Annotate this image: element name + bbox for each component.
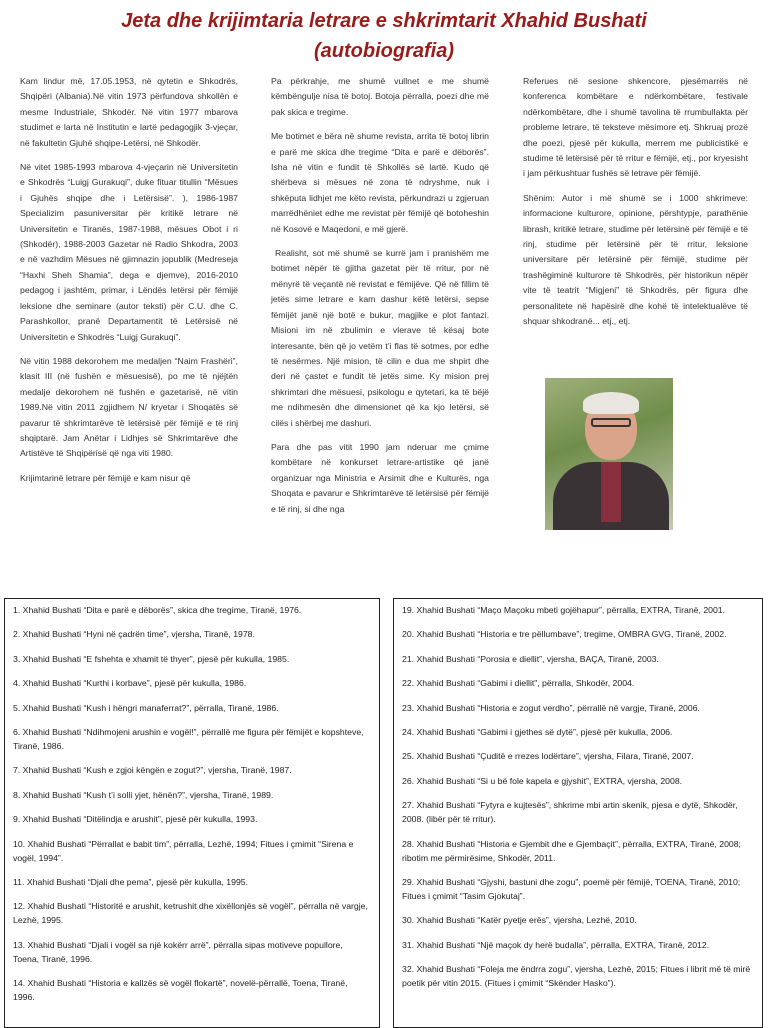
author-glasses <box>591 418 631 427</box>
list-item: 29. Xhahid Bushati “Gjyshi, bastuni dhe zogu”, poemë për fëmijë, TOENA, Tiranë, 2010; Fitues i çmimit “Tasim Gjokutaj”. <box>402 876 741 901</box>
bio-paragraph: Pa përkrahje, me shumë vullnet e me shumë këmbëngulje nisa të botoj. Botoja përralla, poezi dhe më pak skica e tregime. <box>271 76 489 117</box>
list-item: 7. Xhahid Bushati “Kush e zgjoi këngën e zogut?”, vjersha, Tiranë, 1987. <box>13 765 292 776</box>
list-item: 10. Xhahid Bushati “Përrallat e babit tim”, përralla, Lezhë, 1994; Fitues i çmimit “Sirena e vogël, 1994”. <box>13 838 354 863</box>
works-list-right <box>393 598 763 1028</box>
list-item: 8. Xhahid Bushati “Kush t’i solli yjet, hënën?”, vjersha, Tiranë, 1989. <box>13 789 274 800</box>
bio-paragraph: Në vitet 1985-1993 mbarova 4-vjeçarin në Universitetin e Shkodrës “Luigj Gurakuqi”, duke fituar titullin “Mësues i Gjuhës shqipe dhe i Letërsisë”. ), 1986-1987 Specializim pasuniversitar për kritikë letrare në Universitetin e Tiranës, 1987-1988, mësues Obot i ri (Shkodër), 1988-2003 Gazetar në Radio Shkodra, 2003 e në vazhdim Mësues në gjimnazin jopublik (Medreseja “Haxhi Sheh Shamia”, dega e djemve), 2016-2010 pedagog i jashtëm, primar, i Lëndës letërsi për fëmijë leksione dhe seminare (autor teksti) për C.U. dhe C. Parashkollor, pranë Departamentit të Letërsisë në Universitetin e Shkodrës “Luigj Gurakuqi”. <box>20 162 238 342</box>
list-item: 2. Xhahid Bushati “Hyni në çadrën time”, vjersha, Tiranë, 1978. <box>13 629 255 640</box>
list-item: 9. Xhahid Bushati “Ditëlindja e arushit”, pjesë për kukulla, 1993. <box>13 814 258 825</box>
bio-column-3 <box>523 74 748 339</box>
list-item: 20. Xhahid Bushati “Historia e tre pëllumbave”, tregime, OMBRA GVG, Tiranë, 2002. <box>402 629 727 640</box>
list-item: 12. Xhahid Bushati “Historitë e arushit, ketrushit dhe xixëllonjës së vogël”, përralla në vargje, Lezhë, 1995. <box>13 901 368 926</box>
works-list-left <box>4 598 380 1028</box>
bio-paragraph: Krijimtarinë letrare për fëmijë e kam nisur që <box>20 472 191 483</box>
list-item: 28. Xhahid Bushati “Historia e Gjembit dhe e Gjembaçit”, përralla, EXTRA, Tiranë, 2008; ribotim me përmirësime, Shkodër, 2011. <box>402 838 741 863</box>
list-item: 24. Xhahid Bushati “Gabimi i gjethes së dytë”, pjesë për kukulla, 2006. <box>402 726 673 737</box>
author-photo <box>545 378 673 530</box>
list-item: 23. Xhahid Bushati “Historia e zogut verdho”, përrallë në vargje, Tiranë, 2006. <box>402 702 700 713</box>
page-title: Jeta dhe krijimtaria letrare e shkrimtarit Xhahid Bushati <box>121 10 647 32</box>
bio-paragraph: Në vitin 1988 dekorohem me medaljen “Naim Frashëri”, klasit III (në fushën e mësuesisë), po me të njëjtën medalje dekorohem në fushën e gazetarisë, në vitin 1989.Në vitin 2011 zgjidhem N/ kryetar i Shoqatës së pavarur të shkrimtarëve të letërsisë për fëmijë e të rinj shqiptarë. Jam Anëtar i Lidhjes së Shkrimtarëve dhe Artistëve të Shqipërisë që nga viti 1980. <box>20 355 238 459</box>
list-item: 4. Xhahid Bushati “Kurthi i korbave”, pjesë për kukulla, 1986. <box>13 678 247 689</box>
list-item: 14. Xhahid Bushati “Historia e kallzës së vogël flokartë”, novelë-përrallë, Toena, Tiranë, 1996. <box>13 978 348 1003</box>
list-item: 6. Xhahid Bushati “Ndihmojeni arushin e vogël!”, përrallë me figura për fëmijët e kopshteve, Tiranë, 1986. <box>13 726 364 751</box>
list-item: 3. Xhahid Bushati “E fshehta e xhamit të thyer”, pjesë për kukulla, 1985. <box>13 653 290 664</box>
list-item: 32. Xhahid Bushati “Foleja me ëndrra zogu”, vjersha, Lezhë, 2015; Fitues i librit më të mirë poetik për vitin 2015. (Fitues i çmimit “Skënder Hasko”). <box>402 964 751 989</box>
list-item: 22. Xhahid Bushati “Gabimi i diellit”, përralla, Shkodër, 2004. <box>402 678 635 689</box>
list-item: 21. Xhahid Bushati “Porosia e diellit”, vjersha, BAÇA, Tiranë, 2003. <box>402 653 659 664</box>
bio-paragraph: Referues në sesione shkencore, pjesëmarrës në konferenca kombëtare e ndërkombëtare, festivale ndërkombëtare, dhe i shumë tavolina të rrumbullakta për probleme letrare, të teksteve mësimore etj. Shkruaj prozë dhe poezi, pjesë për kukulla, merrem me publicistikë e studime të letërsisë për të rritur e fëmijë, etj., por kryesisht i jam përkushtuar fushës së letrave për fëmijë. <box>523 76 748 179</box>
author-hair <box>583 392 639 414</box>
list-item: 31. Xhahid Bushati “Një maçok dy herë budalla”, përralla, EXTRA, Tiranë, 2012. <box>402 939 710 950</box>
bio-note: Shënim: Autor i më shumë se i 1000 shkrimeve: informacione kulturore, opinione, përshtypje, parathënie librash, kritikë letrare, studime për letërsinë për fëmijë e të rinj, studime për letërsinë për të rritur, leksione universitare për letërsinë për fëmijë, studime për trashëgiminë kulturore të Shkodrës, për historikun nëpër vite të teatrit “Migjeni” të Shkodrës, për figura dhe personalitete në hapësirë dhe kohë të intelektualëve të shquar shkodranë... etj., etj. <box>523 192 748 327</box>
bio-paragraph: Para dhe pas vitit 1990 jam nderuar me çmime kombëtare në konkurset letrare-artistike që janë organizuar nga Ministria e Arsimit dhe e Kulturës, nga Shoqata e pavarur e Shkrimtarëve të letërsisë për fëmijë e të rinj, si dhe nga <box>271 441 489 514</box>
list-item: 27. Xhahid Bushati “Fytyra e kujtesës”, shkrime mbi artin skenik, pjesa e dytë, Shkodër, 2008. (libër për të rritur). <box>402 800 738 825</box>
page-subtitle: (autobiografia) <box>314 40 454 62</box>
list-item: 25. Xhahid Bushati “Çuditë e rrezes lodërtare”, vjersha, Filara, Tiranë, 2007. <box>402 751 694 762</box>
list-item: 19. Xhahid Bushati “Maço Maçoku mbeti gojëhapur”, përralla, EXTRA, Tiranë, 2001. <box>402 605 726 615</box>
list-item: 11. Xhahid Bushati “Djali dhe pema”, pjesë për kukulla, 1995. <box>13 876 249 887</box>
bio-paragraph: Realisht, sot më shumë se kurrë jam i pranishëm me botimet nëpër të gjitha gazetat për të rritur, por në mënyrë të veçantë në revistat e fëmijëve. Që në fillim të jetës sime letrare e kam dashur këtë letërsi, sepse fëmijët janë një botë e bukur, magjike e plot fantazi. Misioni im në zbulimin e vlerave të kësaj bote interesante, bën që jo vetëm t’i flas të sotmes, por edhe të nesërmes. Një mision, të cilin e dua me shpirt dhe deri në çastet e fundit të jetës sime. Ky mision prej shkrimtari dhe mësuesi, psikologu e qytetari, ka të bëjë me ndihmesën dhe dimensionet që ka kjo letërsi, së cilës i shërbej me dashuri. <box>271 248 489 428</box>
bio-paragraph: Me botimet e bëra në shume revista, arrita të botoj librin e parë me skica dhe tregime “Dita e parë e dëborës”. Isha në vitin e fundit të Shkollës së lartë. Kudo që shërbeva si mësues në zona të ndryshme, nuk i shkëputa lidhjet me këto revista, përkundrazi u zgjeruan marrëdhëniet edhe me revistat për fëmijë që botoheshin në Kosovë e Maqedoni, e më gjerë. <box>271 131 489 234</box>
list-item: 26. Xhahid Bushati “Si u bë fole kapela e gjyshit”, EXTRA, vjersha, 2008. <box>402 775 683 786</box>
list-item: 13. Xhahid Bushati “Djali i vogël sa një kokërr arrë”, përralla sipas motiveve popullore, Toena, Tiranë, 1996. <box>13 939 343 964</box>
list-item: 5. Xhahid Bushati “Kush i hëngri manaferrat?”, përralla, Tiranë, 1986. <box>13 702 279 713</box>
bio-column-2 <box>271 74 489 526</box>
list-item: 30. Xhahid Bushati “Katër pyetje erës”, vjersha, Lezhë, 2010. <box>402 915 637 926</box>
author-shirt <box>601 462 621 522</box>
bio-paragraph: Kam lindur më, 17.05.1953, në qytetin e Shkodrës, Shqipëri (Albania).Në vitin 1973 përfundova shkollën e mesme Industriale, Shkodër. Në vitin 1977 mbarova studimet e larta në Institutin e lartë pedagogjik 3-vjeçar, në fakultetin Gjuhë shqipe-Letërsi, në Shkodër. <box>20 76 238 148</box>
bio-column-1 <box>20 74 238 495</box>
list-item: 1. Xhahid Bushati “Dita e parë e dëborës”, skica dhe tregime, Tiranë, 1976. <box>13 605 302 615</box>
